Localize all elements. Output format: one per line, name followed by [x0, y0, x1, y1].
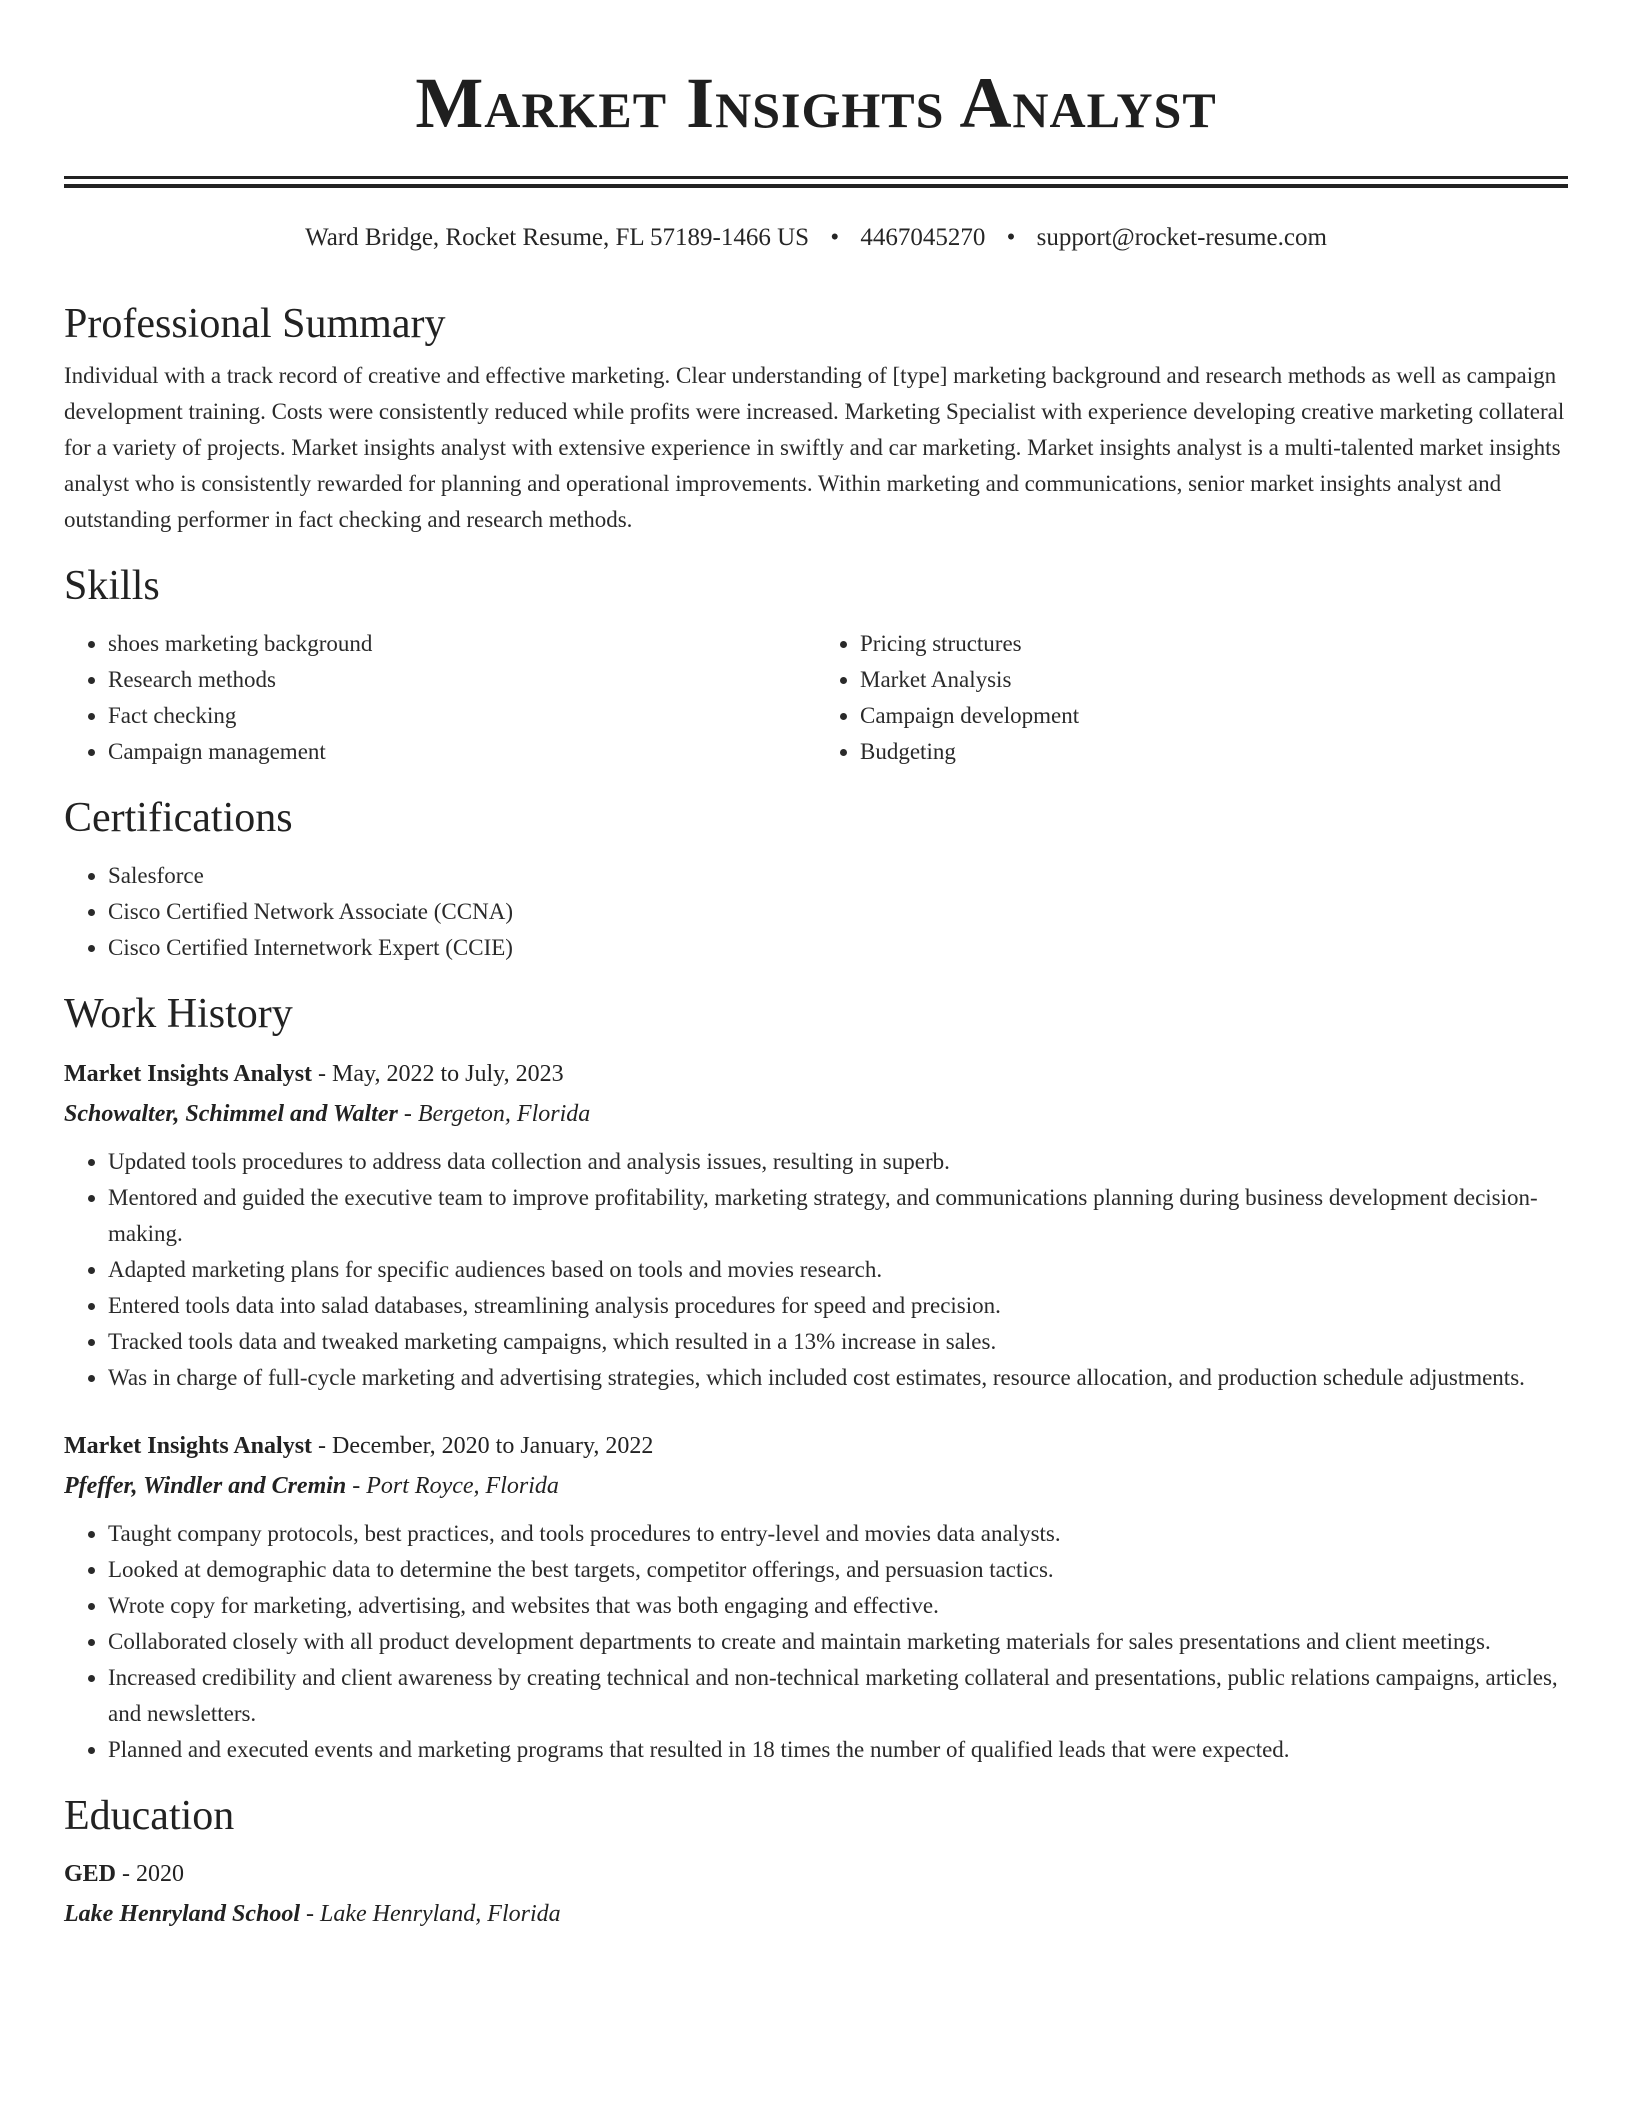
- job-entry: [64, 1054, 1568, 1396]
- job-bullet: • Tracked tools data and tweaked marketing campaigns, which resulted in a 13% increase in sales.: [108, 1324, 1568, 1360]
- company-location: - Port Royce, Florida: [346, 1473, 559, 1499]
- resume-title: Market Insights Analyst: [415, 63, 1217, 143]
- degree-line: [64, 1854, 1568, 1894]
- school-line: [64, 1894, 1568, 1934]
- skill-item: • Pricing structures: [860, 626, 1568, 662]
- skills-list-right: [816, 626, 1568, 770]
- job-title: Market Insights Analyst: [64, 1061, 313, 1087]
- job-bullet: • Updated tools procedures to address data collection and analysis issues, resulting in superb.: [108, 1144, 1568, 1180]
- job-bullet: • Entered tools data into salad databases, streamlining analysis procedures for speed and precision.: [108, 1288, 1568, 1324]
- certifications-list: [64, 858, 1568, 966]
- skill-item: • shoes marketing background: [108, 626, 816, 662]
- degree-year: - 2020: [116, 1861, 185, 1887]
- certifications-heading: Certifications: [64, 795, 293, 841]
- job-entry: [64, 1426, 1568, 1768]
- job-dates: - December, 2020 to January, 2022: [312, 1433, 654, 1459]
- job-bullets: [64, 1516, 1568, 1768]
- skills-list-left: [64, 626, 816, 770]
- contact-separator: •: [830, 224, 840, 251]
- job-bullet: • Was in charge of full-cycle marketing and advertising strategies, which included cost estimates, resource allocation, and production schedule adjustments.: [108, 1360, 1568, 1396]
- certification-item: • Salesforce: [108, 858, 1568, 894]
- company-name: Schowalter, Schimmel and Walter: [64, 1101, 398, 1127]
- degree-name: GED: [64, 1861, 117, 1887]
- work-history-section: [64, 988, 1568, 1768]
- skill-item: • Market Analysis: [860, 662, 1568, 698]
- skill-item: • Campaign development: [860, 698, 1568, 734]
- skills-section: [64, 560, 1568, 770]
- job-bullet: • Taught company protocols, best practices, and tools procedures to entry-level and movies data analysts.: [108, 1516, 1568, 1552]
- job-bullets: [64, 1144, 1568, 1396]
- company-name: Pfeffer, Windler and Cremin: [64, 1473, 347, 1499]
- summary-text: Individual with a track record of creative and effective marketing. Clear understanding of [type] marketing background and research methods as well as campaign development training. Costs were consistently reduced while profits were increased. Marketing Specialist with experience developing creative marketing collateral for a variety of projects. Market insights analyst with extensive experience in swiftly and car marketing. Market insights analyst is a multi-talented market insights analyst who is consistently rewarded for planning and operational improvements. Within marketing and communications, senior market insights analyst and outstanding performer in fact checking and research methods.: [64, 363, 1565, 532]
- job-bullet: • Planned and executed events and marketing programs that resulted in 18 times the number of qualified leads that were expected.: [108, 1732, 1568, 1768]
- skill-item: • Fact checking: [108, 698, 816, 734]
- job-dates: - May, 2022 to July, 2023: [312, 1061, 564, 1087]
- certifications-section: [64, 792, 1568, 966]
- summary-heading: Professional Summary: [64, 301, 446, 347]
- title-divider: [64, 176, 1568, 188]
- certification-item: • Cisco Certified Network Associate (CCNA): [108, 894, 1568, 930]
- job-bullet: • Increased credibility and client awareness by creating technical and non-technical marketing collateral and presentations, public relations campaigns, articles, and newsletters.: [108, 1660, 1568, 1732]
- company-location: - Bergeton, Florida: [397, 1101, 591, 1127]
- job-title: Market Insights Analyst: [64, 1433, 313, 1459]
- job-title-line: [64, 1426, 1568, 1466]
- skills-grid: [64, 626, 1568, 770]
- skill-item: • Campaign management: [108, 734, 816, 770]
- contact-address: Ward Bridge, Rocket Resume, FL 57189-1466 US: [305, 224, 810, 251]
- summary-section: [64, 298, 1568, 538]
- contact-email: support@rocket-resume.com: [1036, 224, 1327, 251]
- contact-line: [64, 222, 1568, 254]
- certification-item: • Cisco Certified Internetwork Expert (CCIE): [108, 930, 1568, 966]
- company-line: [64, 1094, 1568, 1134]
- school-name: Lake Henryland School: [64, 1901, 301, 1927]
- job-bullet: • Mentored and guided the executive team to improve profitability, marketing strategy, and communications planning during business development decision-making.: [108, 1180, 1568, 1252]
- work-history-heading: Work History: [64, 991, 293, 1037]
- job-bullet: • Adapted marketing plans for specific audiences based on tools and movies research.: [108, 1252, 1568, 1288]
- job-bullet: • Wrote copy for marketing, advertising, and websites that was both engaging and effective.: [108, 1588, 1568, 1624]
- contact-phone: 4467045270: [860, 224, 986, 251]
- skill-item: • Budgeting: [860, 734, 1568, 770]
- school-location: - Lake Henryland, Florida: [300, 1901, 561, 1927]
- contact-separator: •: [1006, 224, 1016, 251]
- company-line: [64, 1466, 1568, 1506]
- job-bullet: • Collaborated closely with all product development departments to create and maintain marketing materials for sales presentations and client meetings.: [108, 1624, 1568, 1660]
- skill-item: • Research methods: [108, 662, 816, 698]
- education-entry: [64, 1854, 1568, 1934]
- education-section: [64, 1790, 1568, 1934]
- skills-heading: Skills: [64, 563, 160, 609]
- job-bullet: • Looked at demographic data to determine the best targets, competitor offerings, and persuasion tactics.: [108, 1552, 1568, 1588]
- job-title-line: [64, 1054, 1568, 1094]
- education-heading: Education: [64, 1793, 235, 1839]
